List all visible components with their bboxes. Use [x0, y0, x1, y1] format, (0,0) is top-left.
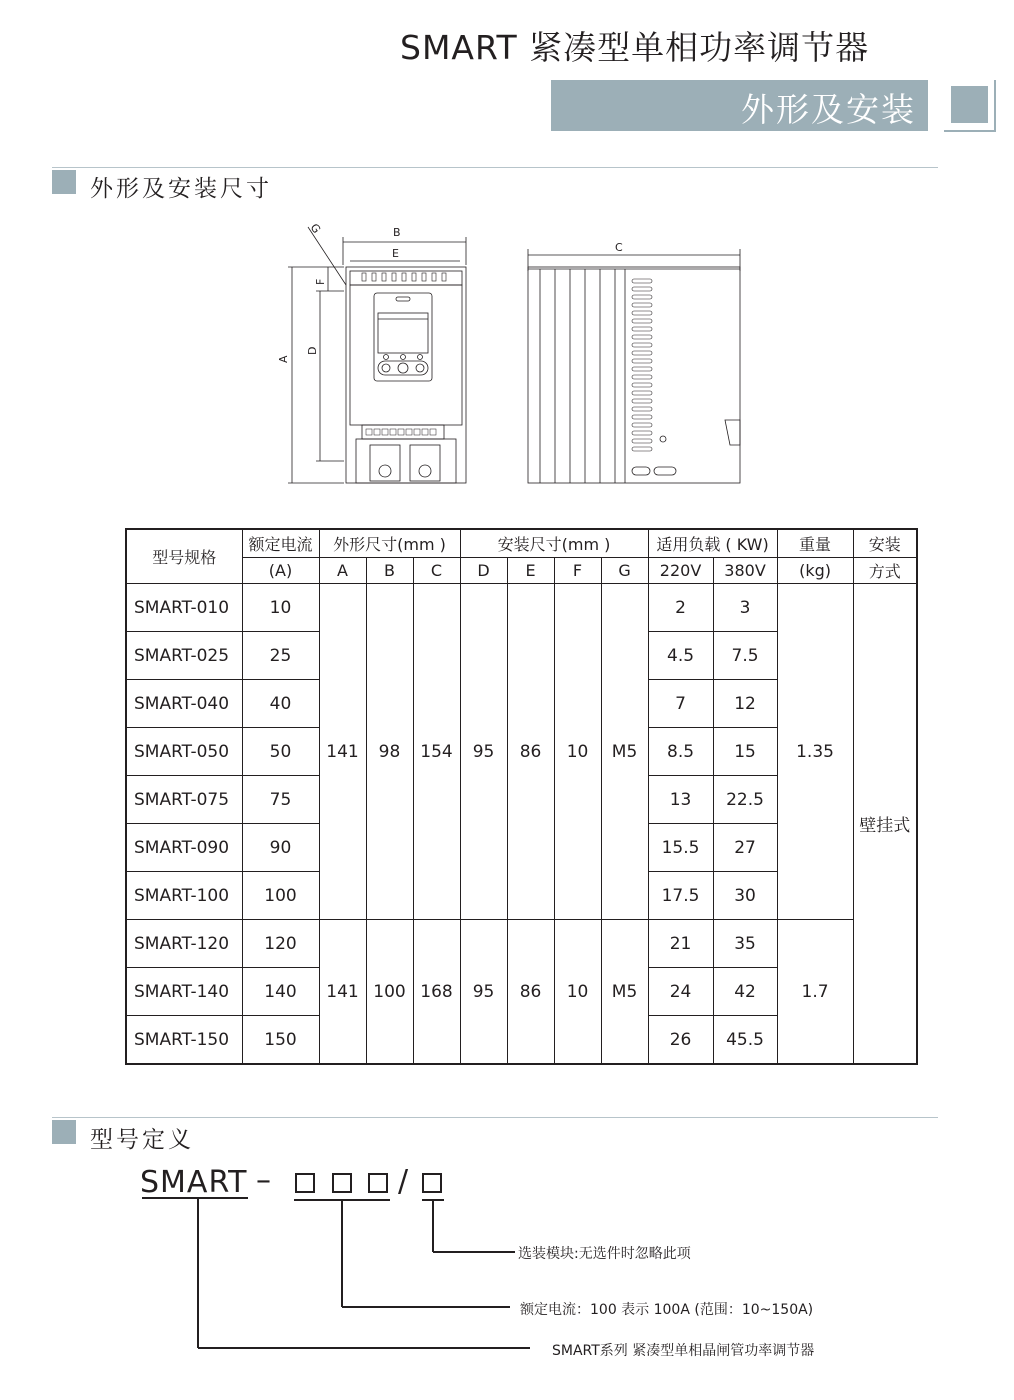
cell-model: SMART-090 — [126, 824, 242, 872]
cell-current: 40 — [242, 680, 319, 728]
cell-model: SMART-025 — [126, 632, 242, 680]
model-code-dash: – — [256, 1163, 271, 1198]
header-d: D — [460, 558, 507, 584]
table-row — [126, 920, 917, 968]
cell-model: SMART-150 — [126, 1016, 242, 1065]
table-header-row — [126, 529, 917, 558]
cell-model: SMART-050 — [126, 728, 242, 776]
cell-380v: 7.5 — [713, 632, 777, 680]
cell-current: 10 — [242, 584, 319, 632]
cell-e-group2: 86 — [507, 920, 554, 1065]
header-f: F — [554, 558, 601, 584]
cell-weight-group1: 1.35 — [777, 584, 853, 920]
header-install-dims: 安装尺寸(mm ) — [460, 529, 648, 558]
dimension-label-a: A — [277, 355, 290, 363]
cell-model: SMART-040 — [126, 680, 242, 728]
explanation-series: SMART系列 紧凑型单相晶闸管功率调节器 — [552, 1343, 815, 1359]
dimension-label-f: F — [314, 278, 327, 285]
header-mount-2: 方式 — [853, 558, 917, 584]
cell-380v: 22.5 — [713, 776, 777, 824]
cell-current: 50 — [242, 728, 319, 776]
header-outer-dims: 外形尺寸(mm ) — [319, 529, 460, 558]
cell-380v: 15 — [713, 728, 777, 776]
header-weight-unit: (kg) — [777, 558, 853, 584]
cell-220v: 17.5 — [648, 872, 713, 920]
section-title-dimensions: 外形及安装尺寸 — [90, 176, 272, 202]
dimension-label-c: C — [615, 241, 623, 254]
section-divider — [52, 167, 938, 168]
header-g: G — [601, 558, 648, 584]
cell-220v: 7 — [648, 680, 713, 728]
dimension-label-e: E — [392, 247, 399, 260]
header-c: C — [413, 558, 460, 584]
explanation-option-module: 选装模块:无选件时忽略此项 — [518, 1246, 691, 1262]
dimension-drawing — [270, 215, 750, 495]
model-code-box — [422, 1173, 442, 1193]
explanation-rated-current: 额定电流：100 表示 100A (范围：10~150A) — [520, 1302, 814, 1318]
cell-g-group1: M5 — [601, 584, 648, 920]
front-view-drawing — [277, 221, 466, 483]
cell-220v: 24 — [648, 968, 713, 1016]
cell-current: 100 — [242, 872, 319, 920]
cell-model: SMART-140 — [126, 968, 242, 1016]
cell-model: SMART-100 — [126, 872, 242, 920]
cell-current: 90 — [242, 824, 319, 872]
model-code-box — [368, 1173, 388, 1193]
section-title-model-definition: 型号定义 — [90, 1127, 194, 1153]
header-weight: 重量 — [777, 529, 853, 558]
cell-current: 140 — [242, 968, 319, 1016]
cell-220v: 15.5 — [648, 824, 713, 872]
dimension-label-g: G — [307, 221, 324, 236]
cell-c-group1: 154 — [413, 584, 460, 920]
cell-f-group1: 10 — [554, 584, 601, 920]
cell-380v: 3 — [713, 584, 777, 632]
dimension-label-d: D — [306, 346, 319, 355]
cell-weight-group2: 1.7 — [777, 920, 853, 1065]
section-marker-icon — [52, 1120, 76, 1144]
cell-220v: 13 — [648, 776, 713, 824]
banner-decoration-square — [951, 86, 988, 123]
cell-220v: 4.5 — [648, 632, 713, 680]
cell-380v: 27 — [713, 824, 777, 872]
cell-a-group2: 141 — [319, 920, 366, 1065]
header-current-unit: (A) — [242, 558, 319, 584]
cell-a-group1: 141 — [319, 584, 366, 920]
cell-c-group2: 168 — [413, 920, 460, 1065]
cell-mount: 壁挂式 — [853, 584, 917, 1065]
cell-380v: 35 — [713, 920, 777, 968]
section-banner — [551, 80, 928, 131]
model-code-box — [295, 1173, 315, 1193]
cell-current: 120 — [242, 920, 319, 968]
header-load: 适用负载 ( KW) — [648, 529, 777, 558]
section-divider — [52, 1117, 938, 1118]
cell-model: SMART-120 — [126, 920, 242, 968]
header-e: E — [507, 558, 554, 584]
dimension-label-b: B — [393, 226, 401, 239]
cell-e-group1: 86 — [507, 584, 554, 920]
header-a: A — [319, 558, 366, 584]
section-marker-icon — [52, 170, 76, 194]
cell-b-group1: 98 — [366, 584, 413, 920]
cell-220v: 8.5 — [648, 728, 713, 776]
cell-380v: 12 — [713, 680, 777, 728]
header-mount-1: 安装 — [853, 529, 917, 558]
table-subheader-row — [126, 558, 917, 584]
model-code-leader-lines — [130, 1195, 530, 1355]
section-banner-label: 外形及安装 — [741, 90, 916, 129]
header-380v: 380V — [713, 558, 777, 584]
header-current: 额定电流 — [242, 529, 319, 558]
cell-f-group2: 10 — [554, 920, 601, 1065]
cell-d-group1: 95 — [460, 584, 507, 920]
cell-g-group2: M5 — [601, 920, 648, 1065]
model-code-box — [332, 1173, 352, 1193]
cell-d-group2: 95 — [460, 920, 507, 1065]
cell-380v: 30 — [713, 872, 777, 920]
cell-220v: 21 — [648, 920, 713, 968]
cell-model: SMART-075 — [126, 776, 242, 824]
cell-b-group2: 100 — [366, 920, 413, 1065]
header-b: B — [366, 558, 413, 584]
cell-220v: 26 — [648, 1016, 713, 1065]
cell-220v: 2 — [648, 584, 713, 632]
cell-current: 25 — [242, 632, 319, 680]
table-row — [126, 584, 917, 632]
side-view-drawing — [528, 241, 740, 483]
header-model: 型号规格 — [126, 529, 242, 584]
specification-table — [125, 528, 918, 1065]
cell-current: 75 — [242, 776, 319, 824]
cell-380v: 42 — [713, 968, 777, 1016]
document-title: SMART 紧凑型单相功率调节器 — [400, 28, 870, 67]
cell-current: 150 — [242, 1016, 319, 1065]
model-code-prefix: SMART — [140, 1165, 248, 1200]
cell-380v: 45.5 — [713, 1016, 777, 1065]
cell-model: SMART-010 — [126, 584, 242, 632]
model-code-slash: / — [398, 1164, 409, 1199]
header-220v: 220V — [648, 558, 713, 584]
